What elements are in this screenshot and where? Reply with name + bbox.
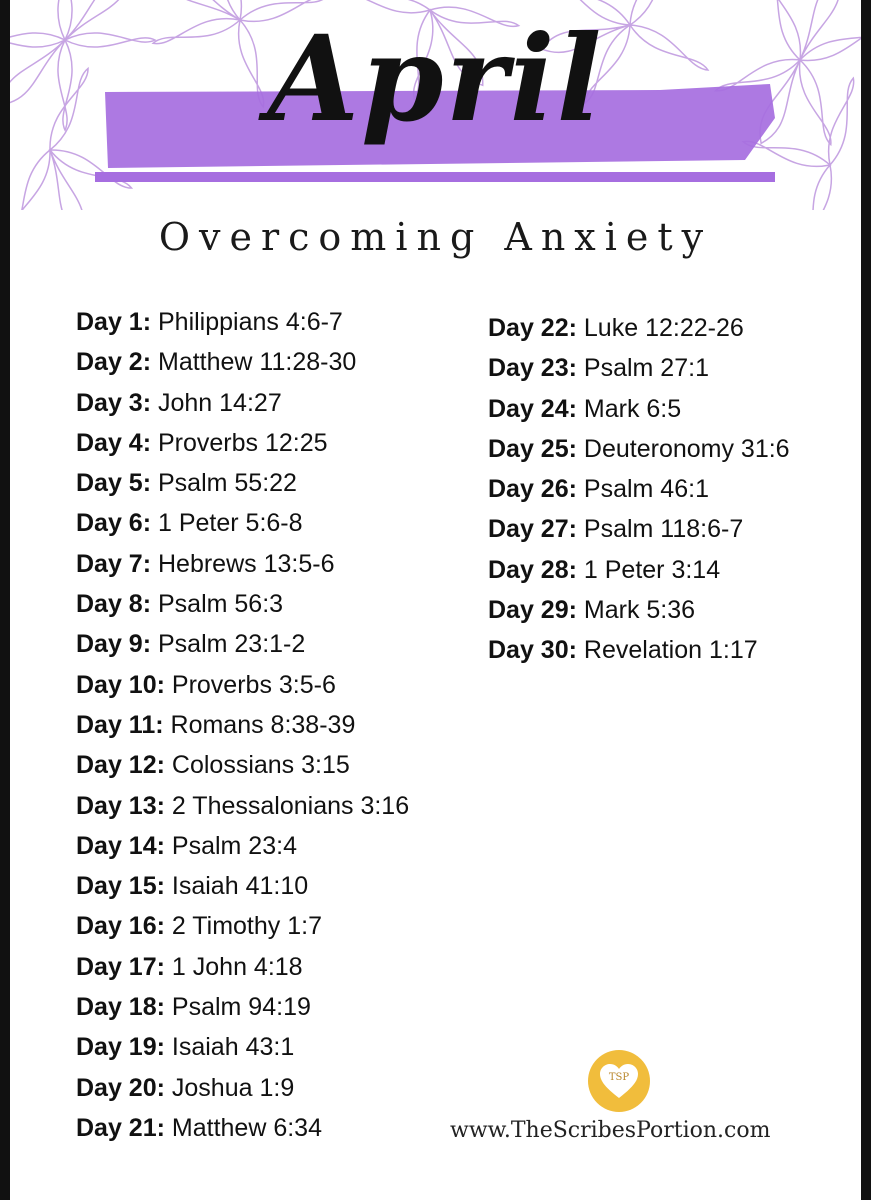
day-label: Day 19: [76, 1033, 165, 1062]
day-label: Day 25: [488, 434, 577, 463]
reading-item [488, 550, 790, 590]
scripture-reference: Psalm 94:19 [171, 993, 311, 1022]
scripture-reference: Joshua 1:9 [171, 1073, 295, 1102]
reading-item [76, 906, 409, 946]
scripture-reference: Proverbs 12:25 [158, 428, 328, 457]
day-label: Day 18: [76, 993, 165, 1022]
day-label: Day 16: [76, 912, 165, 941]
reading-item [76, 665, 409, 705]
day-label: Day 17: [76, 952, 165, 981]
reading-item [76, 302, 409, 342]
reading-item [76, 1027, 409, 1067]
day-label: Day 14: [76, 831, 165, 860]
reading-item [76, 705, 409, 745]
reading-item [76, 1068, 409, 1108]
reading-item [76, 463, 409, 503]
day-label: Day 30: [488, 636, 577, 665]
day-label: Day 11: [76, 710, 164, 739]
reading-item [76, 826, 409, 866]
reading-item [76, 866, 409, 906]
scripture-reference: Deuteronomy 31:6 [583, 434, 790, 463]
scripture-reference: Psalm 23:1-2 [158, 630, 306, 659]
reading-item [76, 745, 409, 785]
reading-list-right [488, 308, 790, 671]
scripture-reference: Matthew 11:28-30 [158, 348, 357, 377]
day-label: Day 26: [488, 475, 577, 504]
reading-item [488, 308, 790, 348]
day-label: Day 10: [76, 670, 165, 699]
scripture-reference: Psalm 55:22 [158, 469, 297, 498]
scripture-reference: Psalm 27:1 [583, 354, 709, 383]
scripture-reference: Colossians 3:15 [171, 751, 350, 780]
reading-item [488, 630, 790, 670]
day-label: Day 21: [76, 1113, 165, 1142]
scripture-reference: Luke 12:22-26 [583, 314, 744, 342]
day-label: Day 8: [76, 590, 152, 619]
scripture-reference: Mark 6:5 [583, 394, 682, 423]
day-label: Day 12: [76, 751, 165, 780]
reading-plan-page [10, 0, 861, 1200]
day-label: Day 5: [76, 469, 152, 498]
day-label: Day 1: [76, 308, 152, 336]
day-label: Day 29: [488, 596, 577, 625]
plan-subtitle: Overcoming Anxiety [158, 215, 713, 259]
reading-item [488, 590, 790, 630]
scripture-reference: 1 Peter 3:14 [583, 555, 721, 584]
day-label: Day 20: [76, 1073, 165, 1102]
day-label: Day 6: [76, 509, 152, 538]
scripture-reference: Psalm 46:1 [583, 475, 709, 504]
scripture-reference: Revelation 1:17 [583, 636, 758, 665]
day-label: Day 22: [488, 314, 577, 342]
reading-item [76, 584, 409, 624]
reading-item [488, 509, 790, 549]
reading-item [488, 429, 790, 469]
reading-item [76, 786, 409, 826]
day-label: Day 23: [488, 354, 577, 383]
scripture-reference: Psalm 118:6-7 [583, 515, 744, 544]
scripture-reference: Proverbs 3:5-6 [171, 670, 336, 699]
reading-item [76, 1108, 409, 1148]
scripture-reference: 1 Peter 5:6-8 [158, 509, 303, 538]
day-label: Day 9: [76, 630, 152, 659]
scripture-reference: Psalm 23:4 [171, 831, 297, 860]
reading-item [76, 947, 409, 987]
scripture-reference: Mark 5:36 [583, 596, 696, 625]
reading-item [76, 503, 409, 543]
scripture-reference: Isaiah 41:10 [171, 872, 309, 901]
scripture-reference: Hebrews 13:5-6 [158, 549, 335, 578]
logo-text: TSP [608, 1072, 630, 1083]
reading-item [76, 423, 409, 463]
scripture-reference: Romans 8:38-39 [170, 710, 356, 739]
day-label: Day 2: [76, 348, 152, 377]
reading-item [76, 544, 409, 584]
month-title: April [267, 9, 604, 148]
reading-item [488, 389, 790, 429]
reading-list-left [76, 302, 409, 1148]
reading-item [488, 348, 790, 388]
day-label: Day 4: [76, 428, 152, 457]
scripture-reference: John 14:27 [158, 388, 282, 417]
day-label: Day 15: [76, 872, 165, 901]
reading-item [76, 987, 409, 1027]
day-label: Day 7: [76, 549, 152, 578]
heart-icon [588, 1050, 650, 1112]
day-label: Day 3: [76, 388, 152, 417]
day-label: Day 27: [488, 515, 577, 544]
scripture-reference: 2 Thessalonians 3:16 [171, 791, 410, 820]
scripture-reference: Philippians 4:6-7 [158, 308, 343, 336]
scripture-reference: Matthew 6:34 [171, 1113, 322, 1142]
tsp-logo [588, 1050, 650, 1112]
scripture-reference: Isaiah 43:1 [171, 1033, 295, 1062]
scripture-reference: Psalm 56:3 [158, 590, 284, 619]
reading-item [76, 624, 409, 664]
day-label: Day 24: [488, 394, 577, 423]
reading-item [76, 342, 409, 382]
reading-item [76, 383, 409, 423]
scripture-reference: 2 Timothy 1:7 [171, 912, 322, 941]
reading-item [488, 469, 790, 509]
website-url[interactable]: www.TheScribesPortion.com [450, 1118, 771, 1143]
scripture-reference: 1 John 4:18 [171, 952, 303, 981]
day-label: Day 13: [76, 791, 165, 820]
day-label: Day 28: [488, 555, 577, 584]
